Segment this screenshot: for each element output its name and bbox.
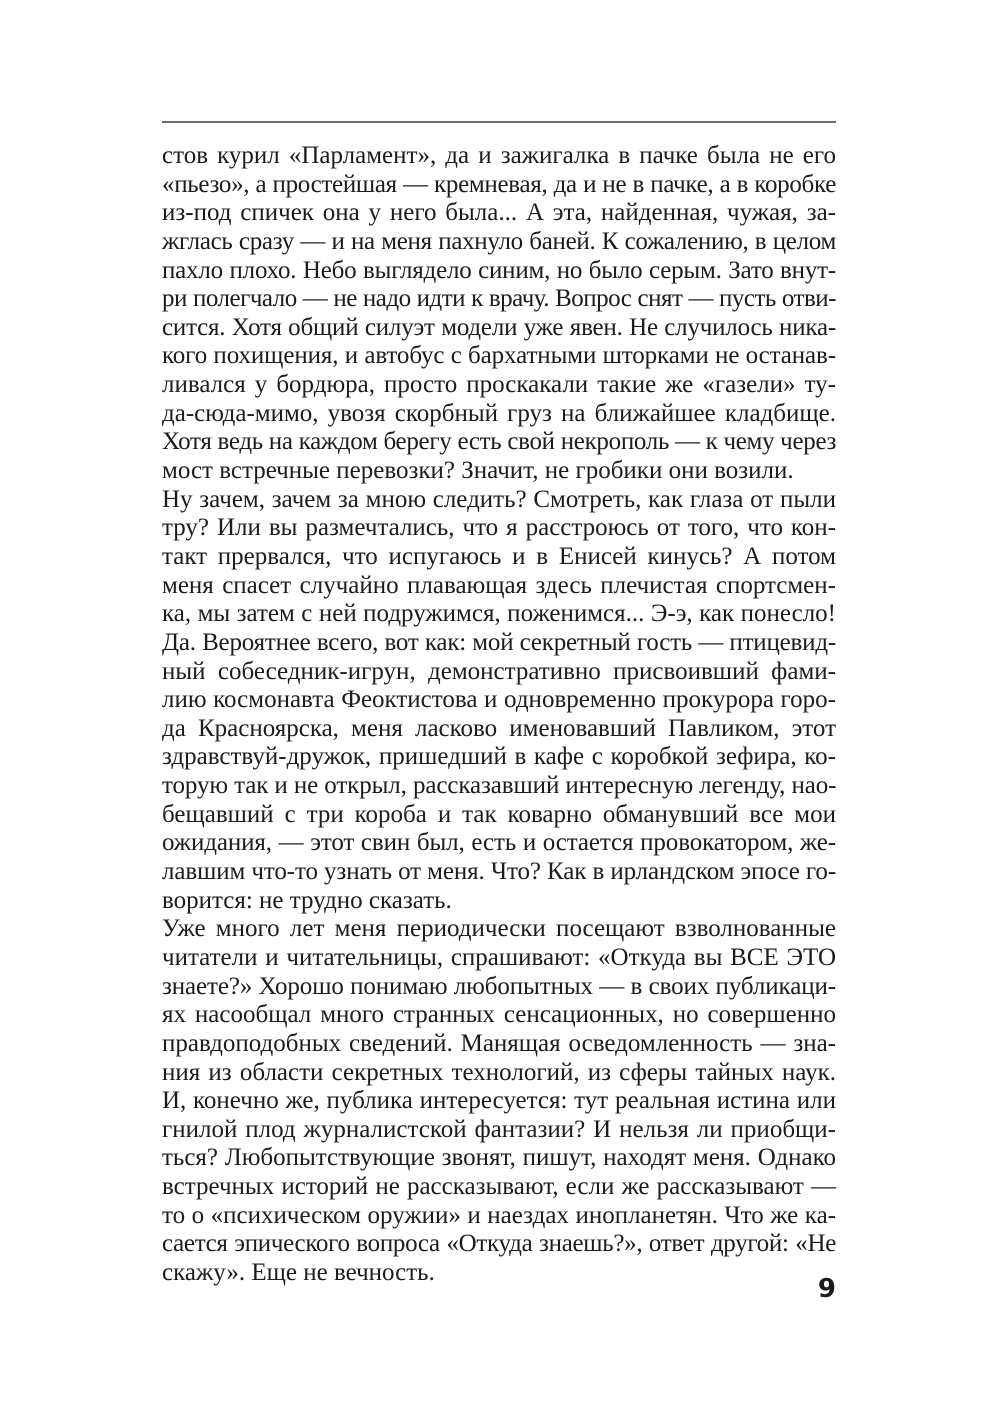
text-line: мост встречные перевозки? Значит, не гробики они возили. — [162, 457, 794, 485]
text-line: кого похищения, и автобус с бархатными шторками не останав- — [162, 342, 836, 370]
text-line: Уже много лет меня периодически посещают взволнованные — [162, 915, 836, 943]
text-line: Да. Вероятнее всего, вот как: мой секретный гость — птицевид- — [162, 628, 836, 656]
text-line: то о «психическом оружии» и наездах инопланетян. Что же ка- — [162, 1201, 836, 1229]
page-number: 9 — [817, 1274, 836, 1304]
text-line: И, конечно же, публика интересуется: тут реальная истина или — [162, 1087, 836, 1115]
text-line: правдоподобных сведений. Манящая осведомленность — зна- — [162, 1029, 836, 1057]
text-line: ливался у бордюра, просто проскакали такие же «газели» ту- — [162, 371, 836, 399]
text-line: такт прервался, что испугаюсь и в Енисей кинусь? А потом — [162, 542, 836, 570]
text-line: ка, мы затем с ней подружимся, поженимся... Э-э, как понесло! — [162, 600, 836, 628]
text-line: ться? Любопытствующие звонят, пишут, находят меня. Однако — [162, 1144, 836, 1172]
text-line: гнилой плод журналистской фантазии? И нельзя ли приобщи- — [162, 1115, 836, 1143]
text-line: читатели и читательницы, спрашивают: «Откуда вы ВСЕ ЭТО — [162, 943, 836, 971]
text-line: сается эпического вопроса «Откуда знаешь?», ответ другой: «Не — [162, 1230, 836, 1258]
body-text — [162, 142, 836, 1288]
text-line: жглась сразу — и на меня пахнуло баней. К сожалению, в целом — [162, 227, 836, 255]
text-line: да-сюда-мимо, увозя скорбный груз на ближайшее кладбище. — [162, 399, 836, 427]
text-line: скажу». Еще не вечность. — [162, 1258, 435, 1286]
text-line: меня спасет случайно плавающая здесь плечистая спортсмен- — [162, 571, 836, 599]
text-line: лавшим что-то узнать от меня. Что? Как в ирландском эпосе го- — [162, 858, 837, 886]
text-line: лию космонавта Феоктистова и одновременно прокурора горо- — [162, 686, 836, 714]
text-line: ри полегчало — не надо идти к врачу. Вопрос снят — пусть отви- — [162, 285, 836, 313]
text-line: стов курил «Парламент», да и зажигалка в пачке была не его — [162, 142, 836, 169]
text-line: встречных историй не рассказывают, если же рассказывают — — [162, 1173, 836, 1201]
text-line: Ну зачем, зачем за мною следить? Смотреть, как глаза от пыли — [162, 485, 836, 513]
text-line: здравствуй-дружок, пришедший в кафе с коробкой зефира, ко- — [162, 743, 836, 771]
text-line: «пьезо», а простейшая — кремневая, да и не в пачке, а в коробке — [162, 170, 836, 198]
text-line: сится. Хотя общий силуэт модели уже явен. Не случилось ника- — [162, 313, 836, 341]
text-line: ях насообщал много странных сенсационных, но совершенно — [162, 1001, 836, 1029]
text-line: пахло плохо. Небо выглядело синим, но было серым. Зато внут- — [162, 256, 836, 284]
text-line: ворится: не трудно сказать. — [162, 886, 452, 914]
text-line: Хотя ведь на каждом берегу есть свой некрополь — к чему через — [162, 428, 837, 456]
text-line: да Красноярска, меня ласково именовавший Павликом, этот — [162, 714, 836, 742]
text-line: ния из области секретных технологий, из сферы тайных наук. — [162, 1058, 836, 1086]
text-line: торую так и не открыл, рассказавший интересную легенду, нао- — [162, 772, 837, 800]
text-line: знаете?» Хорошо понимаю любопытных — в своих публикаци- — [162, 972, 836, 1000]
text-line: ожидания, — этот свин был, есть и остается провокатором, же- — [162, 829, 836, 857]
text-line: бещавший с три короба и так коварно обманувший все мои — [162, 800, 836, 828]
top-rule — [162, 121, 836, 123]
text-line: тру? Или вы размечтались, что я расстроюсь от того, что кон- — [162, 514, 836, 542]
text-line: ный собеседник-игрун, демонстративно присвоивший фами- — [162, 657, 836, 685]
text-line: из-под спичек она у него была... А эта, найденная, чужая, за- — [162, 199, 836, 227]
